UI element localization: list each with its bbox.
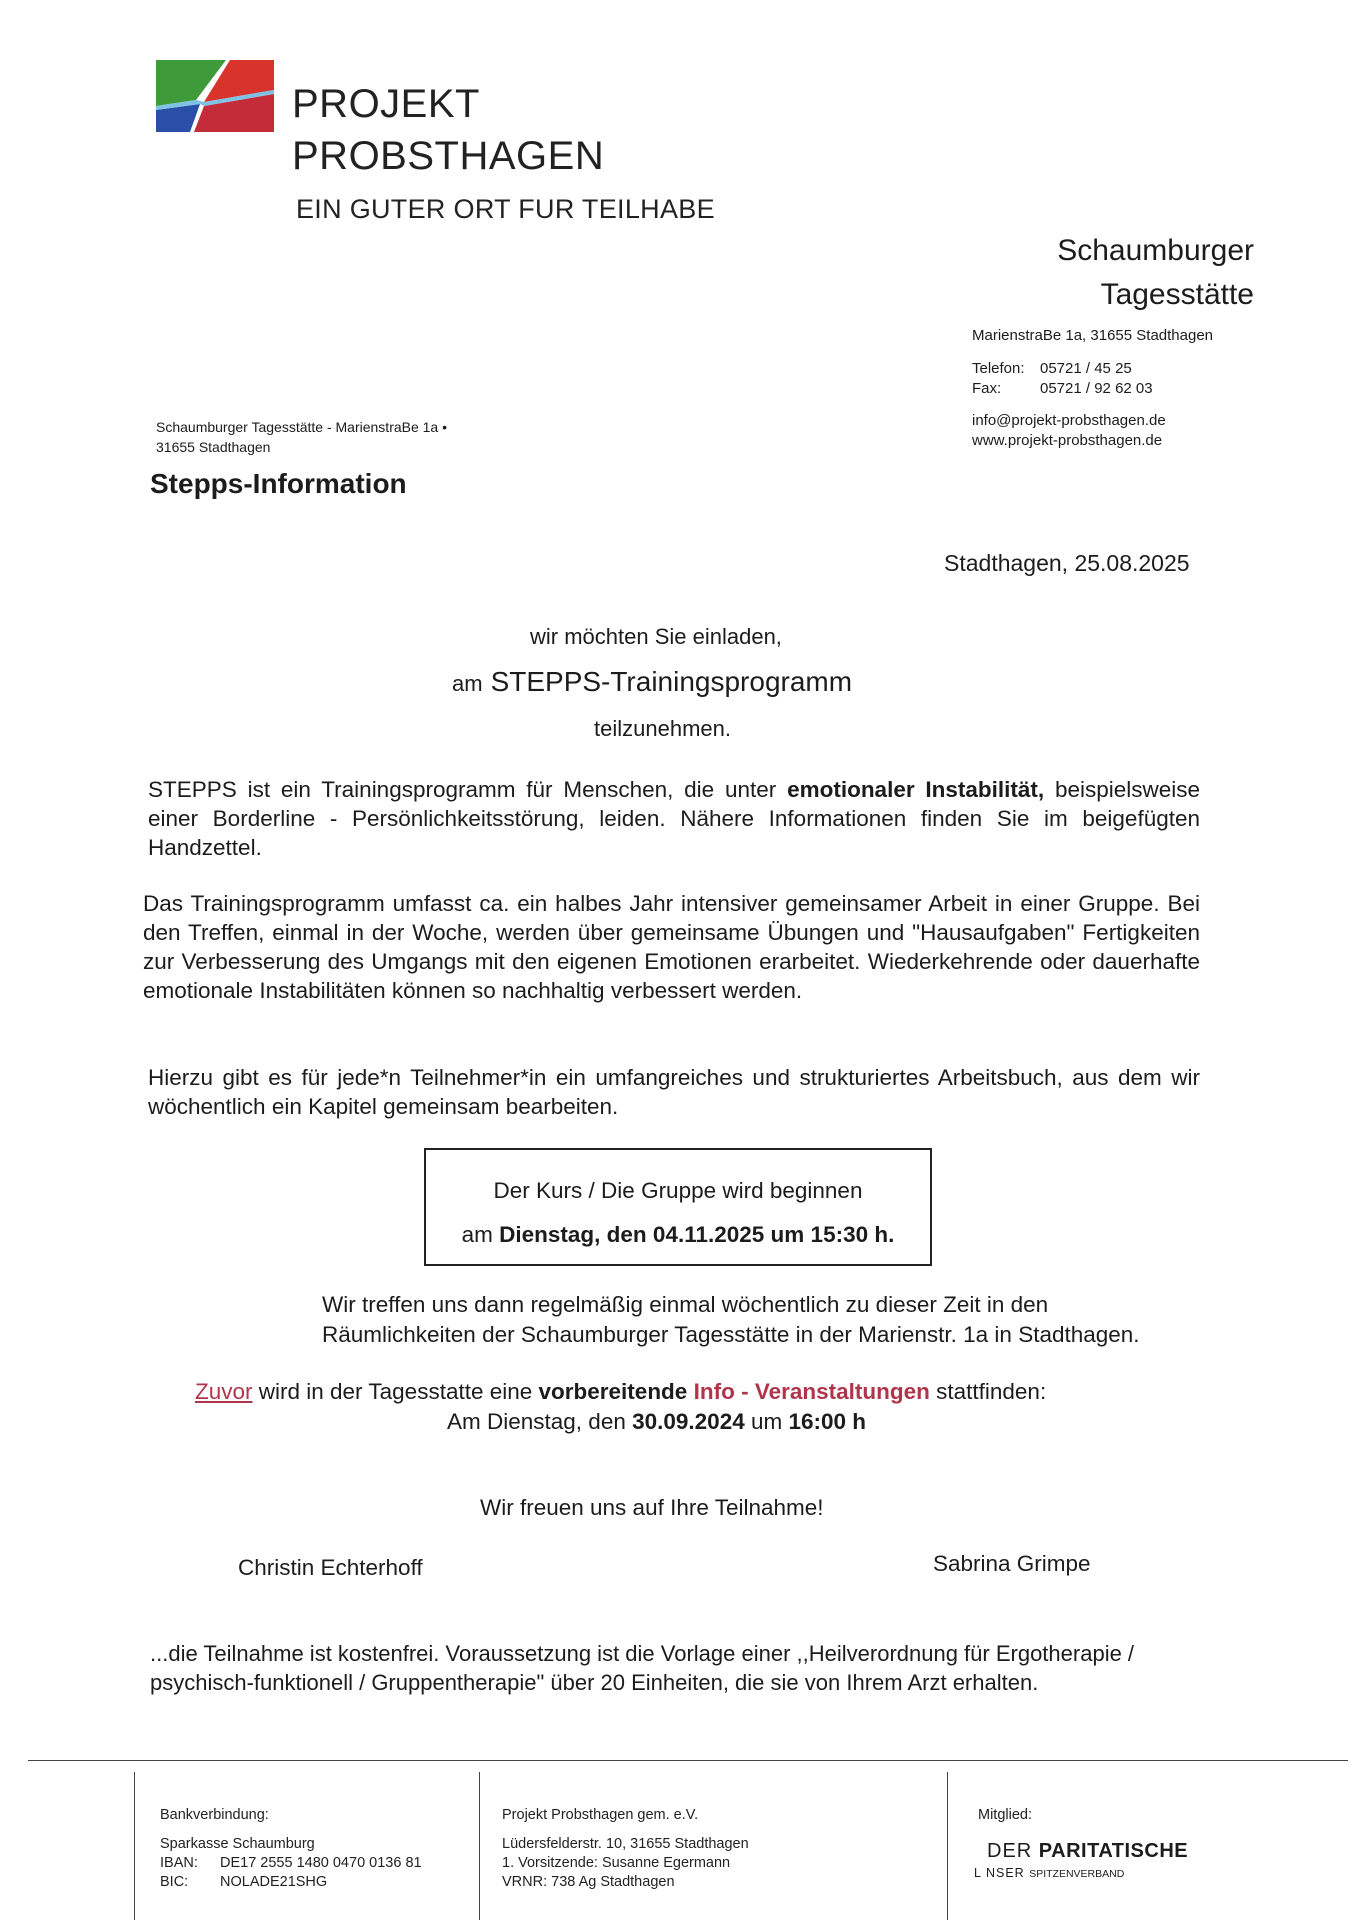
paritaet-sub2: SPITZENVERBAND xyxy=(1029,1868,1125,1880)
invitation-line2 xyxy=(452,666,852,698)
bic-label: BIC: xyxy=(160,1874,189,1890)
info-event-time: 16:00 h xyxy=(788,1409,867,1434)
meeting-line2: Räumlichkeiten der Schaumburger Tagesstätte in der Marienstr. 1a in Stadthagen. xyxy=(322,1322,1140,1347)
paritaet-main: PARITATISCHE xyxy=(1038,1840,1189,1862)
info-event-end: stattfinden: xyxy=(929,1379,1047,1404)
iban-value: DE17 2555 1480 0470 0136 81 xyxy=(220,1855,422,1871)
bank-name: Sparkasse Schaumburg xyxy=(160,1836,315,1852)
footer-bank xyxy=(160,1806,422,1892)
sender-fax xyxy=(972,380,1153,397)
paragraph-program: Das Trainingsprogramm umfasst ca. ein halbes Jahr intensiver gemeinsamer Arbeit in einer Gruppe. Bei den Treffen, einmal in der Woche, werden über gemeinsame Übungen und "Hausaufgaben" Fertigkeiten zur Verbesserung des Umgangs mit den eigenen Emotionen erarbeitet. Wiederkehrende oder dauerhafte emotionale Instabilitäten können so nachhaltig verbessert werden. xyxy=(143,891,1200,1003)
paragraph-intro-end: beispielsweise einer Borderline - Persönlichkeitsstörung, leiden. Nähere Informationen finden Sie im beigefügten Handzettel. xyxy=(148,777,1201,860)
bic-value: NOLADE21SHG xyxy=(220,1874,328,1890)
logo-name-line1: PROJEKT xyxy=(292,82,480,126)
bank-iban xyxy=(160,1854,422,1873)
letter-date: Stadthagen, 25.08.2025 xyxy=(944,550,1190,576)
program-name: STEPPS-Trainingsprogramm xyxy=(490,666,853,697)
course-box-line1: Der Kurs / Die Gruppe wird beginnen xyxy=(493,1178,863,1203)
info-event-date: 30.09.2024 xyxy=(632,1409,745,1434)
letter-subject: Stepps-Information xyxy=(150,468,407,499)
fax-label: Fax: xyxy=(972,380,1002,397)
association-name: Projekt Probsthagen gem. e.V. xyxy=(502,1807,699,1823)
iban-label: IBAN: xyxy=(160,1855,198,1871)
association-register: VRNR: 738 Ag Stadthagen xyxy=(502,1874,675,1890)
sender-email: info@projekt-probsthagen.de xyxy=(972,412,1166,429)
return-address-line1: Schaumburger Tagesstätte - MarienstraBe 1a • xyxy=(156,419,448,435)
info-event-line1 xyxy=(195,1379,1046,1405)
footer-column-divider xyxy=(479,1772,480,1920)
member-heading: Mitglied: xyxy=(978,1807,1032,1823)
sender-name-line2: Tagesstätte xyxy=(1100,278,1254,311)
info-event-mid1: wird in der Tagesstatte eine xyxy=(252,1379,539,1404)
invitation-line3: teilzunehmen. xyxy=(594,716,731,741)
paragraph-intro-start: STEPPS ist ein Trainingsprogramm für Menschen, die unter xyxy=(148,777,788,802)
course-box-line2 xyxy=(426,1222,930,1248)
return-address-line2: 31655 Stadthagen xyxy=(156,439,271,455)
zuvor-text: Zuvor xyxy=(195,1379,253,1404)
footer-divider xyxy=(28,1760,1348,1761)
paritaetische-logo-text xyxy=(987,1840,1188,1863)
paritaetische-subline xyxy=(974,1866,1124,1880)
paragraph-workbook: Hierzu gibt es für jede*n Teilnehmer*in ein umfangreiches und strukturiertes Arbeitsbuch, aus dem wir wöchentlich ein Kapitel gemeinsam bearbeiten. xyxy=(148,1065,1200,1119)
meeting-line1: Wir treffen uns dann regelmäßig einmal wöchentlich zu dieser Zeit in den xyxy=(322,1292,1049,1317)
info-event-title: Info - Veranstaltungen xyxy=(693,1379,930,1404)
participation-note: ...die Teilnahme ist kostenfrei. Voraussetzung ist die Vorlage einer ,,Heilverordnung für Ergotherapie / psychisch-funktionell / Gruppentherapie" über 20 Einheiten, die sie von Ihrem Arzt erhalten. xyxy=(150,1641,1135,1695)
course-start-box xyxy=(424,1148,932,1266)
logo-tagline: EIN GUTER ORT FUR TEILHABE xyxy=(296,194,715,224)
info-event-date-mid: um xyxy=(744,1409,789,1434)
signature-right: Sabrina Grimpe xyxy=(933,1551,1091,1576)
logo-mark-icon xyxy=(156,60,274,132)
footer-column-divider xyxy=(134,1772,135,1920)
footer-column-divider xyxy=(947,1772,948,1920)
logo-name-line2: PROBSTHAGEN xyxy=(292,134,605,178)
paritaet-der: DER xyxy=(987,1840,1033,1862)
info-event-bold: vorbereitende xyxy=(538,1379,688,1404)
invitation-line1: wir möchten Sie einladen, xyxy=(530,624,782,649)
signature-left: Christin Echterhoff xyxy=(238,1555,423,1580)
sender-website: www.projekt-probsthagen.de xyxy=(972,432,1163,449)
paragraph-intro-bold: emotionaler Instabilität, xyxy=(787,777,1045,802)
association-address: Lüdersfelderstr. 10, 31655 Stadthagen xyxy=(502,1836,749,1852)
course-box-prefix: am xyxy=(461,1222,500,1247)
bank-heading: Bankverbindung: xyxy=(160,1807,269,1823)
paritaet-sub1: L NSER xyxy=(974,1866,1025,1880)
phone-label: Telefon: xyxy=(972,360,1025,377)
paragraph-intro xyxy=(148,775,1200,862)
sender-name-line1: Schaumburger xyxy=(1057,234,1254,267)
footer-association xyxy=(502,1806,749,1892)
invitation-prefix: am xyxy=(452,671,483,696)
fax-number: 05721 / 92 62 03 xyxy=(1040,380,1153,397)
info-event-date-prefix: Am Dienstag, den xyxy=(447,1409,633,1434)
info-event-line2 xyxy=(447,1409,866,1435)
course-start-date: Dienstag, den 04.11.2025 um 15:30 h. xyxy=(499,1222,895,1247)
sender-address: MarienstraBe 1a, 31655 Stadthagen xyxy=(972,327,1214,344)
sender-phone xyxy=(972,360,1132,377)
association-chair: 1. Vorsitzende: Susanne Egermann xyxy=(502,1855,731,1871)
phone-number: 05721 / 45 25 xyxy=(1040,360,1132,377)
closing-line: Wir freuen uns auf Ihre Teilnahme! xyxy=(480,1495,824,1520)
bank-bic xyxy=(160,1873,422,1892)
